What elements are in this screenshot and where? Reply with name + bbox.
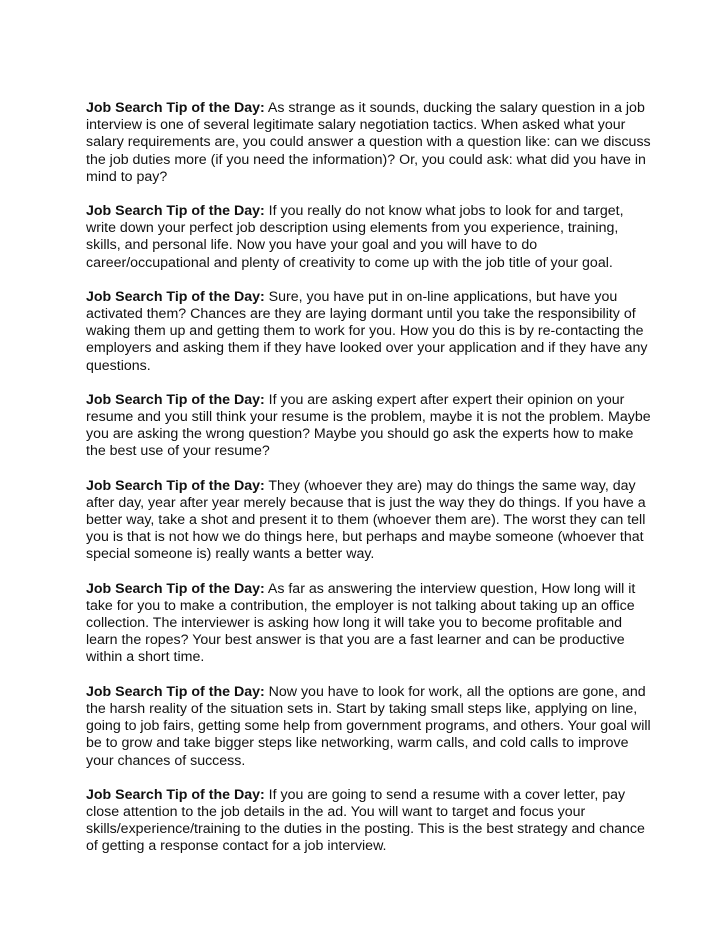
tip-text: Now you have to look for work, all the options are gone, and the harsh reality of the situation sets in. Start by taking small steps like, applying on line, going to job fairs, getting some help from government programs, and others. Your goal will be to grow and take bigger steps like networking, warm calls, and cold calls to improve your chances of success. <box>86 683 651 769</box>
tip-label: Job Search Tip of the Day: <box>86 391 265 408</box>
tip-text: Sure, you have put in on-line applications, but have you activated them? Chances are they are laying dormant until you take the responsibility of waking them up and getting them to work for you. How you do this is by re-contacting the employers and asking them if they have looked over your application and if they have any questions. <box>86 288 648 374</box>
tip-label: Job Search Tip of the Day: <box>86 580 265 597</box>
document-body <box>86 100 656 873</box>
tip-paragraph <box>86 392 656 461</box>
tip-label: Job Search Tip of the Day: <box>86 100 265 116</box>
tip-label: Job Search Tip of the Day: <box>86 683 265 700</box>
tip-label: Job Search Tip of the Day: <box>86 288 265 305</box>
tip-paragraph <box>86 100 656 186</box>
tip-label: Job Search Tip of the Day: <box>86 203 265 220</box>
tip-paragraph <box>86 787 656 856</box>
tip-text: If you are asking expert after expert their opinion on your resume and you still think your resume is the problem, maybe it is not the problem. Maybe you are asking the wrong question? Maybe you should go ask the experts how to make the best use of your resume? <box>86 391 651 460</box>
tip-paragraph <box>86 289 656 375</box>
tip-paragraph <box>86 581 656 667</box>
tip-text: They (whoever they are) may do things the same way, day after day, year after year merely because that is just the way they do things. If you have a better way, take a shot and present it to them (whoever them are). The worst they can tell you is that is not how we do things here, but perhaps and maybe someone (whoever that special someone is) really wants a better way. <box>86 477 646 563</box>
tip-text: If you are going to send a resume with a cover letter, pay close attention to the job details in the ad. You will want to target and focus your skills/experience/training to the duties in the posting. This is the best strategy and chance of getting a response contact for a job interview. <box>86 786 645 855</box>
tip-text: As far as answering the interview question, How long will it take for you to make a contribution, the employer is not talking about taking up an office collection. The interviewer is asking how long it will take you to become profitable and learn the ropes? Your best answer is that you are a fast learner and can be productive within a short time. <box>86 580 636 666</box>
tip-label: Job Search Tip of the Day: <box>86 477 265 494</box>
tip-text: If you really do not know what jobs to look for and target, write down your perfect job description using elements from you experience, training, skills, and personal life. Now you have your goal and you will have to do career/occupational and plenty of creativity to come up with the job title of your goal. <box>86 203 624 271</box>
tip-paragraph <box>86 203 656 272</box>
tip-paragraph <box>86 684 656 770</box>
tip-paragraph <box>86 478 656 564</box>
tip-text: As strange as it sounds, ducking the salary question in a job interview is one of several legitimate salary negotiation tactics. When asked what your salary requirements are, you could answer a question with a question like: can we discuss the job duties more (if you need the information)? Or, you could ask: what did you have in mind to pay? <box>86 100 651 185</box>
tip-label: Job Search Tip of the Day: <box>86 786 265 803</box>
